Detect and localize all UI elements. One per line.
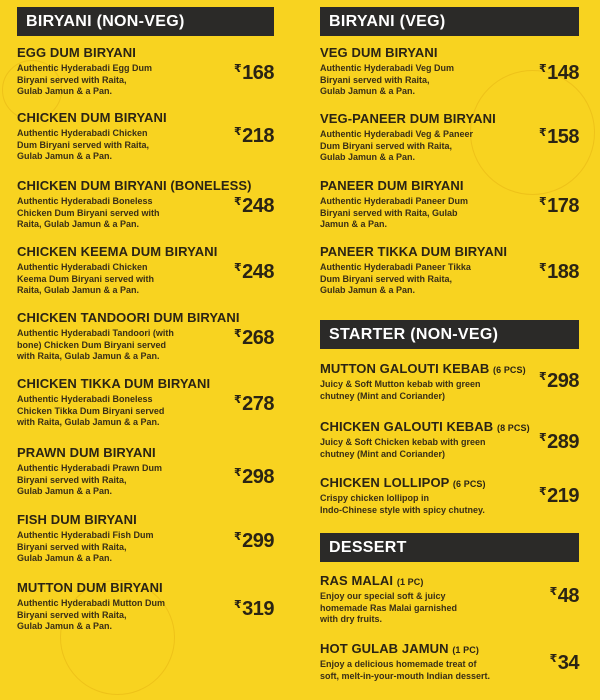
item-name-text: HOT GULAB JAMUN xyxy=(320,641,449,656)
item-name-text: MUTTON GALOUTI KEBAB xyxy=(320,361,490,376)
item-name-text: CHICKEN DUM BIRYANI xyxy=(17,110,167,125)
item-quantity: (1 PC) xyxy=(396,577,424,587)
rupee-icon: ₹ xyxy=(233,531,242,543)
item-description: Enjoy a delicious homemade treat of soft, melt-in-your-mouth Indian dessert. xyxy=(320,659,491,681)
item-description: Authentic Hyderabadi Boneless Chicken Tikka Dum Biryani served with Raita, Gulab Jamun & a Pan. xyxy=(17,394,165,428)
item-price xyxy=(539,195,579,218)
rupee-icon: ₹ xyxy=(233,262,242,274)
price-value: 289 xyxy=(547,431,579,453)
price-value: 34 xyxy=(557,652,579,674)
section-header-biryani-non-veg: BIRYANI (NON-VEG) xyxy=(17,7,274,36)
section-header-biryani-veg: BIRYANI (VEG) xyxy=(320,7,579,36)
item-name-text: CHICKEN KEEMA DUM BIRYANI xyxy=(17,244,218,259)
item-name xyxy=(17,110,274,125)
item-name-text: CHICKEN GALOUTI KEBAB xyxy=(320,419,494,434)
menu-item xyxy=(17,244,274,297)
price-value: 178 xyxy=(547,195,579,217)
item-quantity: (6 PCS) xyxy=(452,479,486,489)
item-description: Authentic Hyderabadi Mutton Dum Biryani served with Raita, Gulab Jamun & a Pan. xyxy=(17,598,165,632)
menu-item xyxy=(320,641,579,682)
item-quantity: (8 PCS) xyxy=(496,423,530,433)
item-name-text: CHICKEN TANDOORI DUM BIRYANI xyxy=(17,310,240,325)
item-name xyxy=(17,178,274,193)
item-description: Authentic Hyderabadi Chicken Keema Dum Biryani served with Raita, Gulab Jamun & a Pan. xyxy=(17,262,155,296)
price-value: 219 xyxy=(547,485,579,507)
menu-item xyxy=(320,178,579,231)
item-price xyxy=(234,393,274,416)
menu-item xyxy=(320,361,579,402)
menu-item xyxy=(320,573,579,626)
item-name xyxy=(17,376,274,391)
menu-item xyxy=(320,419,579,460)
item-description: Enjoy our special soft & juicy homemade Ras Malai garnished with dry fruits. xyxy=(320,591,458,625)
price-value: 299 xyxy=(242,530,274,552)
item-description: Authentic Hyderabadi Tandoori (with bone) Chicken Dum Biryani served with Raita, Gulab Jamun & a Pan. xyxy=(17,328,174,362)
price-value: 158 xyxy=(547,126,579,148)
item-price xyxy=(539,370,579,393)
item-name-text: CHICKEN TIKKA DUM BIRYANI xyxy=(17,376,211,391)
rupee-icon: ₹ xyxy=(233,599,242,611)
rupee-icon: ₹ xyxy=(233,126,242,138)
menu-item xyxy=(17,110,274,163)
price-value: 48 xyxy=(557,585,579,607)
item-price xyxy=(539,261,579,284)
item-price xyxy=(234,598,274,621)
item-description: Authentic Hyderabadi Fish Dum Biryani served with Raita, Gulab Jamun & a Pan. xyxy=(17,530,154,564)
item-name xyxy=(320,244,579,259)
item-name xyxy=(320,178,579,193)
item-price xyxy=(234,261,274,284)
rupee-icon: ₹ xyxy=(538,127,547,139)
item-name-text: VEG-PANEER DUM BIRYANI xyxy=(320,111,496,126)
section-header-dessert: DESSERT xyxy=(320,533,579,562)
rupee-icon: ₹ xyxy=(233,394,242,406)
item-price xyxy=(550,585,579,608)
price-value: 298 xyxy=(547,370,579,392)
item-name-text: PANEER TIKKA DUM BIRYANI xyxy=(320,244,508,259)
item-price xyxy=(234,530,274,553)
rupee-icon: ₹ xyxy=(538,262,547,274)
rupee-icon: ₹ xyxy=(233,196,242,208)
menu-item xyxy=(320,111,579,164)
item-name-text: FISH DUM BIRYANI xyxy=(17,512,137,527)
item-price xyxy=(234,125,274,148)
menu-item xyxy=(17,512,274,565)
item-name xyxy=(17,244,274,259)
rupee-icon: ₹ xyxy=(538,63,547,75)
item-name-text: EGG DUM BIRYANI xyxy=(17,45,136,60)
item-quantity: (6 PCS) xyxy=(493,365,526,375)
menu-item xyxy=(17,178,274,231)
item-description: Juicy & Soft Mutton kebab with green chutney (Mint and Coriander) xyxy=(320,379,481,401)
rupee-icon: ₹ xyxy=(233,467,242,479)
price-value: 248 xyxy=(242,195,274,217)
item-price xyxy=(234,327,274,350)
item-price xyxy=(234,62,274,85)
price-value: 188 xyxy=(547,261,579,283)
price-value: 268 xyxy=(242,327,274,349)
item-description: Juicy & Soft Chicken kebab with green chutney (Mint and Coriander) xyxy=(320,437,486,459)
item-description: Authentic Hyderabadi Egg Dum Biryani served with Raita, Gulab Jamun & a Pan. xyxy=(17,63,153,97)
price-value: 218 xyxy=(242,125,274,147)
price-value: 319 xyxy=(242,598,274,620)
rupee-icon: ₹ xyxy=(233,328,242,340)
menu-item xyxy=(320,244,579,297)
item-price xyxy=(539,62,579,85)
rupee-icon: ₹ xyxy=(538,196,547,208)
item-description: Authentic Hyderabadi Prawn Dum Biryani served with Raita, Gulab Jamun & a Pan. xyxy=(17,463,163,497)
item-name xyxy=(17,45,274,60)
price-value: 168 xyxy=(242,62,274,84)
rupee-icon: ₹ xyxy=(233,63,242,75)
item-name-text: VEG DUM BIRYANI xyxy=(320,45,438,60)
item-description: Authentic Hyderabadi Paneer Dum Biryani served with Raita, Gulab Jamun & a Pan. xyxy=(320,196,469,230)
item-name-text: CHICKEN LOLLIPOP xyxy=(320,475,450,490)
item-description: Authentic Hyderabadi Chicken Dum Biryani served with Raita, Gulab Jamun & a Pan. xyxy=(17,128,150,162)
menu-item xyxy=(320,475,579,516)
item-name xyxy=(320,45,579,60)
item-name xyxy=(17,445,274,460)
rupee-icon: ₹ xyxy=(549,586,557,598)
rupee-icon: ₹ xyxy=(538,486,547,498)
item-description: Authentic Hyderabadi Veg Dum Biryani served with Raita, Gulab Jamun & a Pan. xyxy=(320,63,455,97)
menu-item xyxy=(320,45,579,98)
item-description: Authentic Hyderabadi Boneless Chicken Dum Biryani served with Raita, Gulab Jamun & a Pan. xyxy=(17,196,160,230)
price-value: 148 xyxy=(547,62,579,84)
item-description: Authentic Hyderabadi Paneer Tikka Dum Biryani served with Raita, Gulab Jamun & a Pan. xyxy=(320,262,471,296)
menu-item xyxy=(17,45,274,98)
price-value: 298 xyxy=(242,466,274,488)
menu-item xyxy=(17,376,274,429)
item-price xyxy=(539,431,579,454)
item-description: Crispy chicken lollipop in Indo-Chinese style with spicy chutney. xyxy=(320,493,485,515)
price-value: 248 xyxy=(242,261,274,283)
menu-item xyxy=(17,445,274,498)
item-price xyxy=(234,195,274,218)
section-header-starter: STARTER (NON-VEG) xyxy=(320,320,579,349)
item-price xyxy=(234,466,274,489)
item-name-text: MUTTON DUM BIRYANI xyxy=(17,580,163,595)
rupee-icon: ₹ xyxy=(538,432,547,444)
menu-item xyxy=(17,310,274,363)
item-name xyxy=(17,310,274,325)
item-name-text: RAS MALAI xyxy=(320,573,394,588)
item-name xyxy=(320,111,579,126)
rupee-icon: ₹ xyxy=(538,371,547,383)
item-name xyxy=(17,512,274,527)
item-name-text: PANEER DUM BIRYANI xyxy=(320,178,464,193)
item-price xyxy=(550,652,579,675)
item-name xyxy=(17,580,274,595)
menu-item xyxy=(17,580,274,633)
rupee-icon: ₹ xyxy=(549,653,557,665)
item-price xyxy=(539,485,579,508)
item-name xyxy=(320,641,579,656)
item-quantity: (1 PC) xyxy=(452,645,479,655)
price-value: 278 xyxy=(242,393,274,415)
item-description: Authentic Hyderabadi Veg & Paneer Dum Biryani served with Raita, Gulab Jamun & a Pan. xyxy=(320,129,474,163)
item-name-text: PRAWN DUM BIRYANI xyxy=(17,445,156,460)
item-name-text: CHICKEN DUM BIRYANI (BONELESS) xyxy=(17,178,252,193)
item-name xyxy=(320,573,579,588)
item-price xyxy=(539,126,579,149)
